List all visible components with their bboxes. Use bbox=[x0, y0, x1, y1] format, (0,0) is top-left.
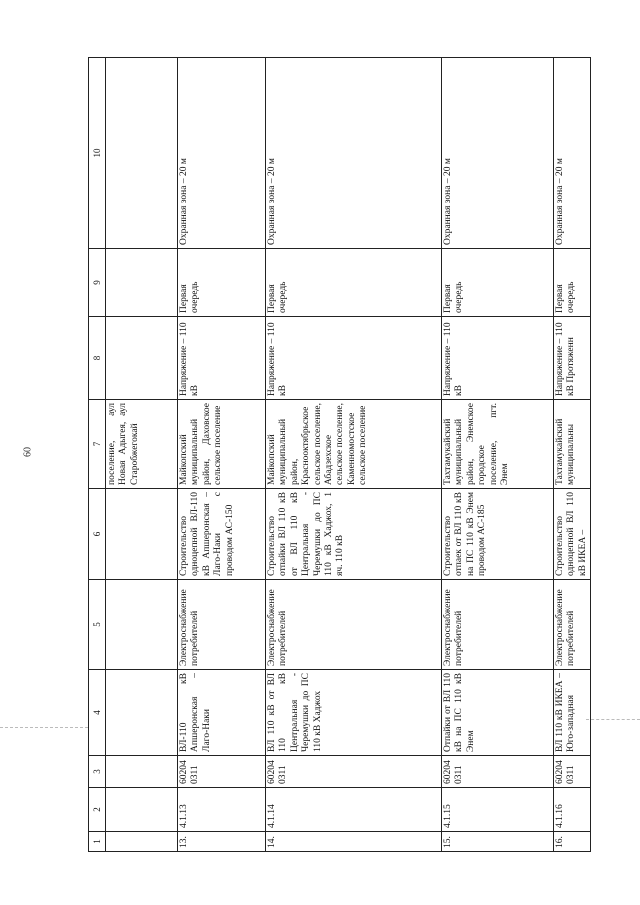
column-number: 8 bbox=[89, 317, 106, 400]
column-number: 7 bbox=[89, 400, 106, 489]
cell-empty bbox=[106, 317, 178, 400]
cell-name: ВЛ 110 кВ от ВЛ 110 кВ Центральная - Черемушки до ПС 110 кВ Хаджох bbox=[266, 670, 442, 756]
cell-purpose: Электроснабжение потребителей bbox=[178, 580, 266, 670]
cell-empty bbox=[106, 670, 178, 756]
cell-stage: Первая очередь bbox=[442, 249, 554, 317]
cell-zone: Охранная зона – 20 м bbox=[266, 58, 442, 249]
table-row bbox=[442, 58, 554, 852]
cell-name: ВЛ-110 кВ Апшеронская – Лаго-Наки bbox=[178, 670, 266, 756]
cell-row-number: 16. bbox=[554, 832, 591, 852]
page-number: 60 bbox=[22, 447, 34, 457]
cell-purpose: Электроснабжение потребителей bbox=[266, 580, 442, 670]
cell-params: Напряжение – 110 кВ Протяженн bbox=[554, 317, 591, 400]
cell-params: Напряжение – 110 кВ bbox=[442, 317, 554, 400]
cell-params: Напряжение – 110 кВ bbox=[178, 317, 266, 400]
cell-purpose: Электроснабжение потребителей bbox=[442, 580, 554, 670]
cell-zone: Охранная зона – 20 м bbox=[442, 58, 554, 249]
rotated-table-wrapper bbox=[88, 58, 586, 852]
cell-empty bbox=[106, 58, 178, 249]
table-row bbox=[554, 58, 591, 852]
column-number: 3 bbox=[89, 756, 106, 788]
column-number: 5 bbox=[89, 580, 106, 670]
scan-fold-line bbox=[0, 727, 88, 728]
cell-code: 4.1.15 bbox=[442, 788, 554, 832]
cell-empty bbox=[106, 249, 178, 317]
cell-empty bbox=[106, 788, 178, 832]
column-number: 4 bbox=[89, 670, 106, 756]
cell-location: Майкопский муниципальный район, Краснооктябрьское сельское поселение, Абадзехское сельское поселение, Каменномостское сельское поселение bbox=[266, 400, 442, 489]
cell-stage: Первая очередь bbox=[266, 249, 442, 317]
cell-id: 602040311 bbox=[554, 756, 591, 788]
cell-row-number: 13. bbox=[178, 832, 266, 852]
cell-location: Майкопский муниципальный район, Даховское сельское поселение bbox=[178, 400, 266, 489]
header-numbers-row bbox=[89, 58, 106, 852]
column-number: 9 bbox=[89, 249, 106, 317]
cell-id: 602040311 bbox=[442, 756, 554, 788]
column-number: 1 bbox=[89, 832, 106, 852]
cell-id: 602040311 bbox=[178, 756, 266, 788]
cell-empty bbox=[106, 832, 178, 852]
cell-id: 602040311 bbox=[266, 756, 442, 788]
cell-zone: Охранная зона – 20 м bbox=[178, 58, 266, 249]
cell-params: Напряжение – 110 кВ bbox=[266, 317, 442, 400]
objects-table bbox=[88, 57, 591, 852]
table-row bbox=[266, 58, 442, 852]
cell-description: Строительство отпаек от ВЛ 110 кВ на ПС 110 кВ Энем проводом АС-185 bbox=[442, 489, 554, 580]
cell-description: Строительство одноцепной ВЛ 110 кВ ИКЕА – bbox=[554, 489, 591, 580]
cell-name: ВЛ 110 кВ ИКЕА – Юго-западная bbox=[554, 670, 591, 756]
cell-empty bbox=[106, 489, 178, 580]
table-row bbox=[178, 58, 266, 852]
cell-code: 4.1.16 bbox=[554, 788, 591, 832]
cell-row-number: 14. bbox=[266, 832, 442, 852]
cell-description: Строительство отпайки ВЛ 110 кВ от ВЛ 110 кВ Центральная - Черемушки до ПС 110 кВ Хаджох, 1 яч. 110 кВ bbox=[266, 489, 442, 580]
cell-code: 4.1.13 bbox=[178, 788, 266, 832]
column-number: 6 bbox=[89, 489, 106, 580]
cell-location: Тахтамукайский муниципальный район, Энемское городское поселение, пгт. Энем bbox=[442, 400, 554, 489]
scan-fold-line bbox=[586, 719, 640, 720]
cell-location: поселение, аул Новая Адыгея, аул Старобжегокай bbox=[106, 400, 178, 489]
cell-name: Отпайки от ВЛ 110 кВ на ПС 110 кВ Энем bbox=[442, 670, 554, 756]
column-number: 2 bbox=[89, 788, 106, 832]
cell-empty bbox=[106, 580, 178, 670]
table-row-continuation bbox=[106, 58, 178, 852]
cell-location: Тахтамукайский муниципальны bbox=[554, 400, 591, 489]
cell-description: Строительство одноцепной ВЛ-110 кВ Апшеронская – Лаго-Наки с проводом АС-150 bbox=[178, 489, 266, 580]
cell-stage: Первая очередь bbox=[554, 249, 591, 317]
cell-row-number: 15. bbox=[442, 832, 554, 852]
column-number: 10 bbox=[89, 58, 106, 249]
cell-empty bbox=[106, 756, 178, 788]
cell-stage: Первая очередь bbox=[178, 249, 266, 317]
cell-zone: Охранная зона – 20 м bbox=[554, 58, 591, 249]
cell-purpose: Электроснабжение потребителей bbox=[554, 580, 591, 670]
cell-code: 4.1.14 bbox=[266, 788, 442, 832]
rotated-page-area bbox=[88, 58, 586, 852]
